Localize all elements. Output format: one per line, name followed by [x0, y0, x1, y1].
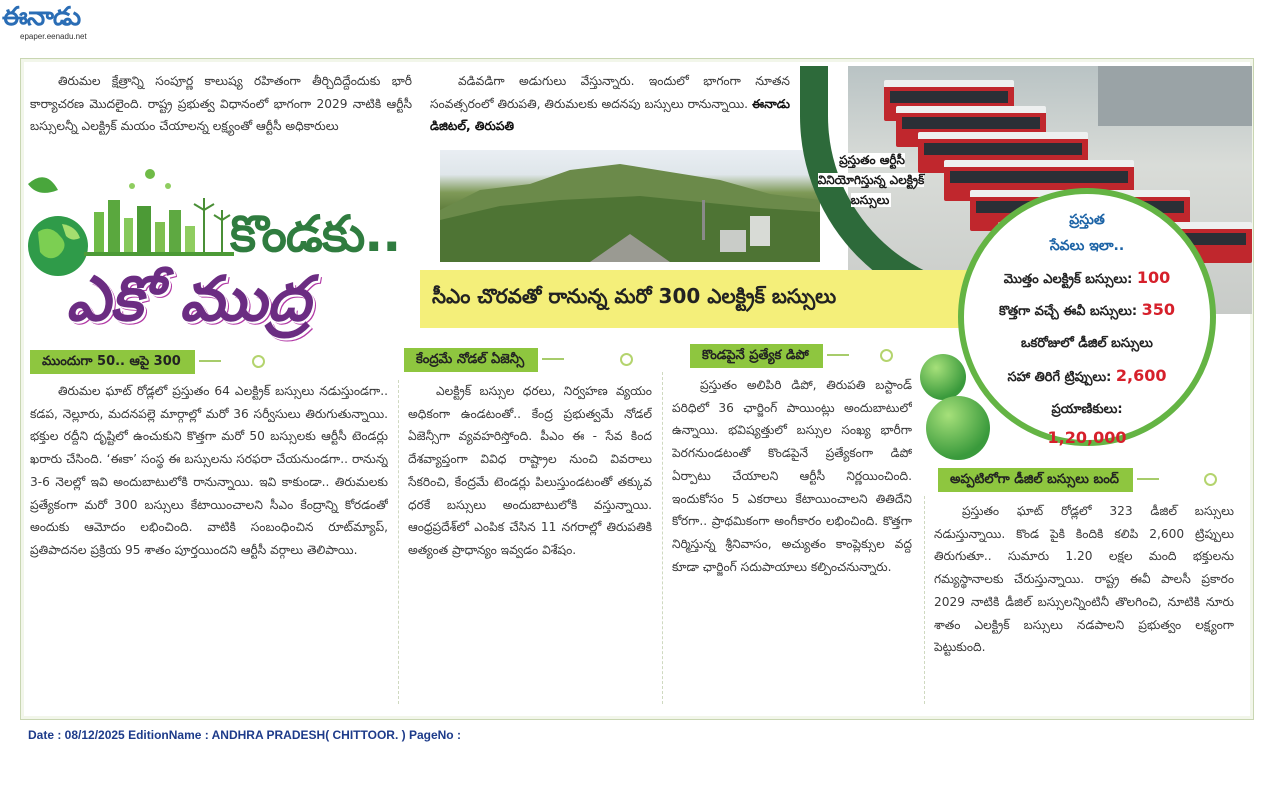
column-divider — [398, 380, 399, 704]
stats-row5-value: 1,20,000 — [1047, 428, 1127, 447]
tirumala-hills-photo — [440, 150, 820, 262]
stats-row1-value: 100 — [1136, 268, 1171, 287]
photo-caption — [812, 150, 930, 210]
eenadu-logo[interactable] — [2, 2, 114, 44]
stats-heading1: ప్రస్తుత — [1069, 212, 1105, 228]
intro-col1: తిరుమల క్షేత్రాన్ని సంపూర్ణ కాలుష్య రహితంగా తీర్చిదిద్దేందుకు భారీ కార్యాచరణ మొదలైంది. రాష్ట్ర ప్రభుత్వ విధానంలో భాగంగా 2029 నాటికి ఆర్టీసీ బస్సులన్నీ ఎలక్ట్రిక్ మయం చేయాలన్న లక్ష్యంతో ఆర్టీసీ అధికారులు — [30, 74, 412, 134]
tag-dot — [620, 353, 633, 366]
column-divider — [662, 372, 663, 704]
tag-dot — [252, 355, 265, 368]
column-divider — [924, 496, 925, 704]
intro-col2 — [430, 70, 790, 150]
headline-line2: ఎకో ముద్ర — [66, 262, 311, 335]
section-tag-1: ముందుగా 50.. ఆపై 300 — [30, 350, 195, 374]
stats-row2-value: 350 — [1141, 300, 1175, 319]
byline: ఈనాడు డిజిటల్, తిరుపతి — [430, 96, 790, 134]
stats-row4-label: సహా తిరిగే ట్రిప్పులు: — [1007, 370, 1112, 385]
intro-col2-text: వడివడిగా అడుగులు వేస్తున్నారు. ఇందులో భాగంగా నూతన సంవత్సరంలో తిరుపతి, తిరుమలకు అదనపు బస్సులు రానున్నాయి. — [430, 74, 790, 111]
tag-dot — [880, 349, 893, 362]
stats-row4-value: 2,600 — [1115, 366, 1167, 385]
logo-text: ఈనాడు — [2, 2, 81, 32]
stats-row1-label: మొత్తం ఎలక్ట్రిక్ బస్సులు: — [1003, 272, 1133, 287]
stats-row4 — [958, 366, 1216, 388]
section-body-1: తిరుమల ఘాట్ రోడ్లలో ప్రస్తుతం 64 ఎలక్ట్రిక్ బస్సులు నడుస్తుండగా.. కడప, నెల్లూరు, మదనపల్లె మార్గాల్లో మరో 36 సర్వీసులు తిరుగుతున్నాయి. భక్తుల రద్దీని దృష్టిలో ఉంచుకుని కొత్తగా మరో 50 బస్సులకు ఆర్టీసీ టెండర్లు ఖరారు చేసింది. ‘ఈకా’ సంస్థ ఈ బస్సులను సరఫరా చేయనుండగా.. రానున్న 3-6 నెలల్లో ఇవి అందుబాటులోకి రానున్నాయి. ఇవి కాకుండా.. తిరుమలకు ప్రత్యేకంగా మరో 300 బస్సులు కేటాయించాలని సీఎం కేంద్రాన్ని కోరడంతో అందుకు ఆమోదం లభించింది. వాటికి సంబంధించిన రూట్‌మ్యాప్, ప్రతిపాదనల ప్రక్రియ 95 శాతం పూర్తయిందని ఆర్టీసీ వర్గాలు తెలిపాయి. — [30, 384, 388, 557]
site-url: epaper.eenadu.net — [20, 32, 87, 41]
canopy — [1098, 66, 1252, 126]
hills-illustration — [440, 150, 820, 262]
photo-caption-text: ప్రస్తుతం ఆర్టీసీ వినియోగిస్తున్న ఎలక్ట్రిక్ బస్సులు — [817, 153, 925, 207]
decorative-ball — [926, 396, 990, 460]
section-tag-3: కొండపైనే ప్రత్యేక డిపో — [690, 344, 823, 368]
section-body-4: ప్రస్తుతం ఘాట్ రోడ్లలో 323 డీజిల్ బస్సులు నడుస్తున్నాయి. కొండ పైకి కిందికి కలిపి 2,600 ట్రిప్పులు తిరుగుతూ.. సుమారు 1.20 లక్షల మంది భక్తులను గమ్యస్థానాలకు చేరుస్తున్నాయి. రాష్ట్ర ఈవీ పాలసీ ప్రకారం 2029 నాటికి డీజిల్ బస్సులన్నింటినీ తొలగించి, నూటికి నూరు శాతం ఎలక్ట్రిక్ బస్సులు నడపాలని ప్రభుత్వం లక్ష్యంగా పెట్టుకుంది. — [934, 504, 1234, 655]
stats-row3: ఒకరోజులో డీజిల్ బస్సులు — [1021, 336, 1153, 351]
stats-row5: ప్రయాణికులు: — [1051, 402, 1123, 417]
subhead-text: సీఎం చొరవతో రానున్న మరో 300 ఎలక్ట్రిక్ బస్సులు — [432, 284, 837, 308]
section-body-3: ప్రస్తుతం అలిపిరి డిపో, తిరుపతి బస్టాండ్ పరిధిలో 36 ఛార్జింగ్ పాయింట్లు అందుబాటులో ఉన్నాయి. భవిష్యత్తులో బస్సుల సంఖ్య భారీగా పెరగనుండటంతో కొండపైనే ప్రత్యేకంగా డిపో ఏర్పాటు చేయాలని ఆర్టీసీ నిర్ణయించింది. ఇందుకోసం 5 ఎకరాలు కేటాయించాలని తితిదేని కోరగా.. ప్రాథమికంగా అంగీకారం లభించింది. కొత్తగా నిర్మిస్తున్న శ్రీనివాసం, అచ్యుతం కాంప్లెక్సుల వద్ద కూడా ఛార్జింగ్ సదుపాయాలు కల్పించనున్నారు. — [672, 378, 912, 574]
eco-globe-graphic — [22, 160, 236, 278]
section-tag-4: అప్పటిలోగా డీజిల్ బస్సులు బంద్ — [938, 468, 1133, 492]
stats-row1 — [958, 268, 1216, 290]
section-tag-2: కేంద్రమే నోడల్ ఏజెన్సీ — [404, 348, 538, 372]
decorative-ball — [920, 354, 966, 400]
section-body-2: ఎలక్ట్రిక్ బస్సుల ధరలు, నిర్వహణ వ్యయం అధికంగా ఉండటంతో.. కేంద్ర ప్రభుత్వమే నోడల్ ఏజెన్సీగా వ్యవహరిస్తోంది. పీఎం ఈ - సేవ కింద దేశవ్యాప్తంగా వివిధ రాష్ట్రాల నుంచి వివరాలు సేకరించి, కేంద్రమే టెండర్లు పిలుస్తుండటంతో తక్కువ ధరకే బస్సులు అందుబాటులోకి వస్తున్నాయి. ఆంధ్రప్రదేశ్‌లో ఎంపిక చేసిన 11 నగరాల్లో తిరుపతికి అత్యంత ప్రాధాన్యం ఇవ్వడం విశేషం. — [408, 384, 652, 557]
stats-row2 — [958, 300, 1216, 322]
edition-footer: Date : 08/12/2025 EditionName : ANDHRA PRADESH( CHITTOOR. ) PageNo : — [28, 728, 461, 742]
stats-heading2: సేవలు ఇలా.. — [1049, 238, 1125, 254]
stats-row2-label: కొత్తగా వచ్చే ఈవీ బస్సులు: — [999, 304, 1138, 319]
headline-line1: కొండకు.. — [230, 205, 401, 263]
tag-dot — [1204, 473, 1217, 486]
